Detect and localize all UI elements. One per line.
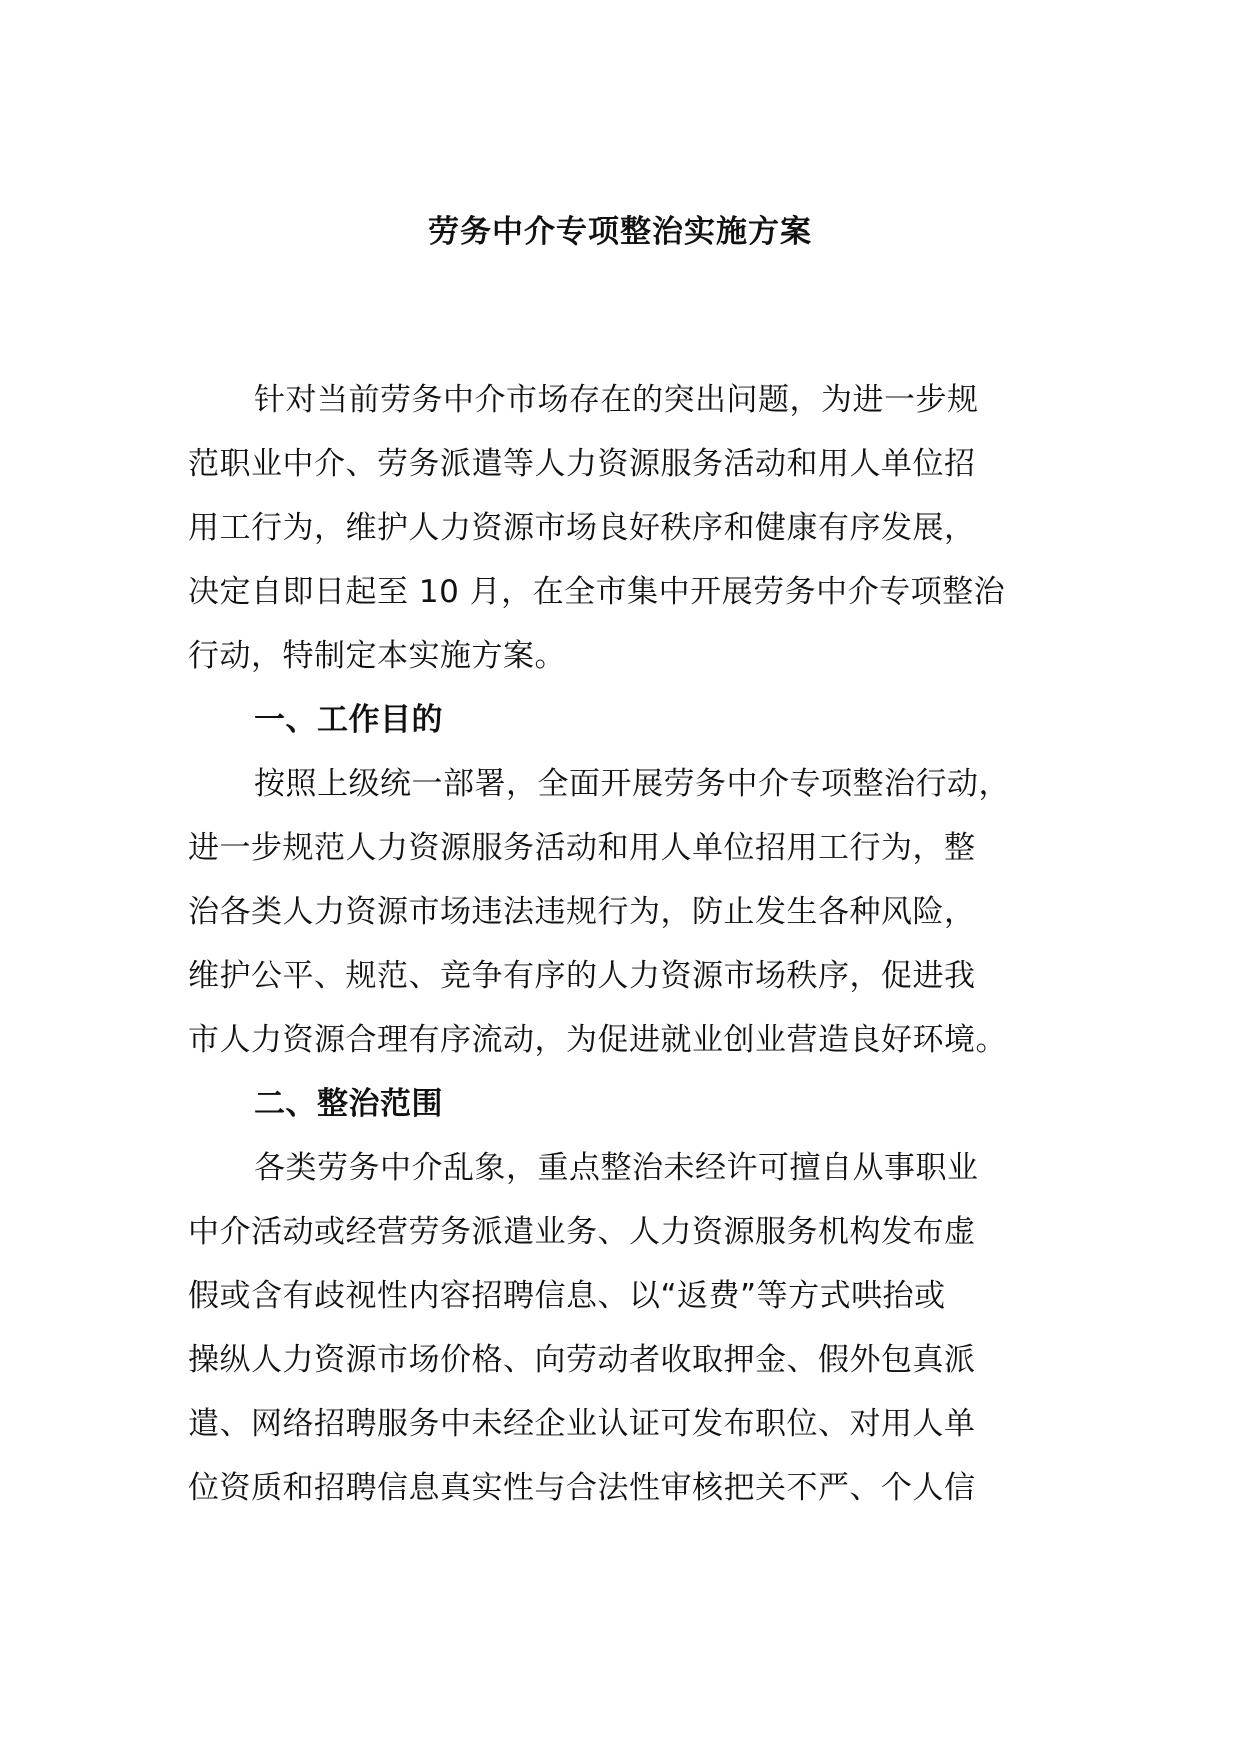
intro-line: 用工行为，维护人力资源市场良好秩序和健康有序发展， — [188, 510, 976, 546]
section2-line: 中介活动或经营劳务派遣业务、人力资源服务机构发布虚 — [188, 1214, 976, 1250]
section2-line: 各类劳务中介乱象，重点整治未经许可擅自从事职业 — [254, 1150, 979, 1186]
section2-line: 假或含有歧视性内容招聘信息、以“返费”等方式哄抬或 — [188, 1278, 946, 1314]
section-heading-purpose: 一、工作目的 — [254, 702, 443, 738]
document-title: 劳务中介专项整治实施方案 — [428, 214, 812, 250]
document-body — [188, 368, 1068, 1520]
section2-line: 位资质和招聘信息真实性与合法性审核把关不严、个人信 — [188, 1470, 976, 1506]
section1-line: 进一步规范人力资源服务活动和用人单位招用工行为，整 — [188, 830, 976, 866]
intro-line: 范职业中介、劳务派遣等人力资源服务活动和用人单位招 — [188, 446, 976, 482]
section-heading-scope: 二、整治范围 — [254, 1086, 443, 1122]
section1-line: 维护公平、规范、竞争有序的人力资源市场秩序，促进我 — [188, 958, 976, 994]
section1-line: 治各类人力资源市场违法违规行为，防止发生各种风险， — [188, 894, 976, 930]
intro-line: 行动，特制定本实施方案。 — [188, 638, 566, 674]
section1-line: 市人力资源合理有序流动，为促进就业创业营造良好环境。 — [188, 1022, 1007, 1058]
section2-line: 遣、网络招聘服务中未经企业认证可发布职位、对用人单 — [188, 1406, 976, 1442]
section1-line: 按照上级统一部署，全面开展劳务中介专项整治行动， — [254, 766, 1010, 802]
intro-line: 决定自即日起至 10 月，在全市集中开展劳务中介专项整治 — [188, 574, 1006, 610]
section2-line: 操纵人力资源市场价格、向劳动者收取押金、假外包真派 — [188, 1342, 976, 1378]
intro-line: 针对当前劳务中介市场存在的突出问题，为进一步规 — [254, 382, 979, 418]
